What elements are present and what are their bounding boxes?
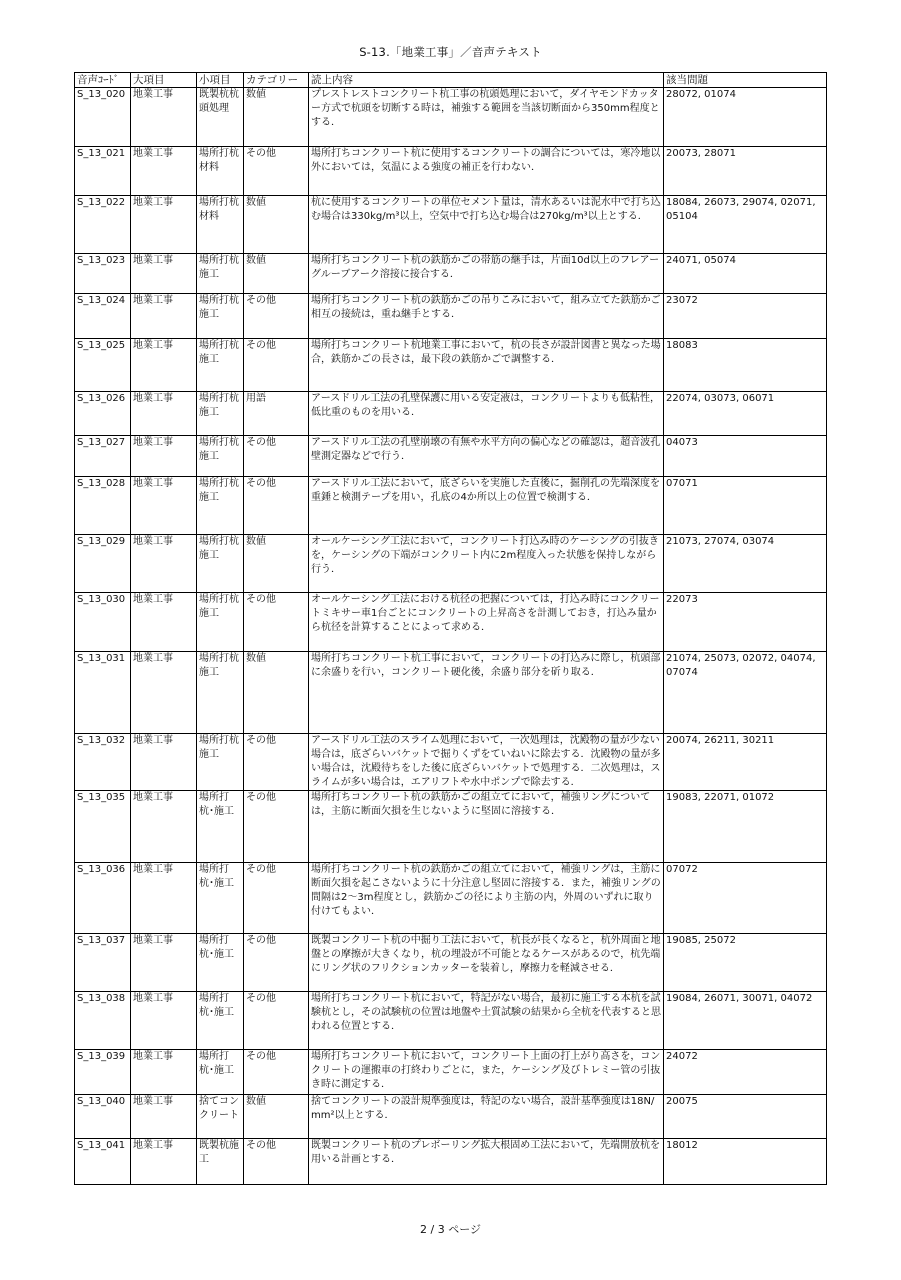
row-related: 18083 — [664, 339, 827, 392]
table-row — [75, 392, 827, 436]
table-row — [75, 477, 827, 535]
row-minor: 場所打杭材料 — [197, 196, 244, 254]
row-major: 地業工事 — [131, 934, 197, 992]
row-minor: 場所打杭施工 — [197, 477, 244, 535]
row-code: S_13_025 — [75, 339, 131, 392]
row-major: 地業工事 — [131, 791, 197, 863]
row-major: 地業工事 — [131, 147, 197, 196]
row-minor: 場所打杭･施工 — [197, 791, 244, 863]
row-major: 地業工事 — [131, 863, 197, 934]
row-category: その他 — [244, 734, 309, 791]
row-category: 数値 — [244, 652, 309, 734]
row-major: 地業工事 — [131, 593, 197, 652]
table-row — [75, 1095, 827, 1139]
table-row — [75, 88, 827, 147]
row-text: 既製コンクリート杭の中掘り工法において，杭長が長くなると，杭外周面と地盤との摩擦が大きくなり，杭の埋設が不可能となるケースがあるので，杭先端にリング状のフリクションカッターを装着し，摩擦力を軽減させる． — [309, 934, 664, 992]
row-major: 地業工事 — [131, 1095, 197, 1139]
row-category: その他 — [244, 791, 309, 863]
row-major: 地業工事 — [131, 339, 197, 392]
row-text: 場所打ちコンクリート杭において，特記がない場合，最初に施工する本杭を試験杭とし，その試験杭の位置は地盤や土質試験の結果から全杭を代表すると思われる位置とする． — [309, 992, 664, 1050]
row-minor: 場所打杭施工 — [197, 436, 244, 477]
table-row — [75, 934, 827, 992]
row-related: 20075 — [664, 1095, 827, 1139]
row-text: アースドリル工法のスライム処理において，一次処理は，沈殿物の量が少ない場合は，底ざらいバケットで掘りくずをていねいに除去する．沈殿物の量が多い場合は，沈殿待ちをした後に底ざらいバケットで処理する．二次処理は，スライムが多い場合は，エアリフトや水中ポンプで除去する． — [309, 734, 664, 791]
row-code: S_13_024 — [75, 294, 131, 339]
table-row — [75, 992, 827, 1050]
row-text: アースドリル工法の孔壁保護に用いる安定液は，コンクリートよりも低粘性，低比重のものを用いる． — [309, 392, 664, 436]
row-text: 場所打ちコンクリート杭工事において，コンクリートの打込みに際し，杭頭部に余盛りを行い，コンクリート硬化後，余盛り部分を斫り取る． — [309, 652, 664, 734]
row-code: S_13_023 — [75, 254, 131, 294]
row-minor: 場所打杭･施工 — [197, 863, 244, 934]
row-major: 地業工事 — [131, 992, 197, 1050]
row-related: 23072 — [664, 294, 827, 339]
row-code: S_13_028 — [75, 477, 131, 535]
row-code: S_13_040 — [75, 1095, 131, 1139]
header-category: カテゴリー — [244, 73, 309, 88]
table-row — [75, 535, 827, 593]
row-code: S_13_039 — [75, 1050, 131, 1095]
table-row — [75, 1050, 827, 1095]
row-minor: 既製杭施工 — [197, 1139, 244, 1185]
row-text: 場所打ちコンクリート杭地業工事において，杭の長さが設計図書と異なった場合，鉄筋かごの長さは，最下段の鉄筋かごで調整する． — [309, 339, 664, 392]
row-code: S_13_038 — [75, 992, 131, 1050]
table-row — [75, 734, 827, 791]
row-category: その他 — [244, 477, 309, 535]
row-minor: 場所打杭施工 — [197, 254, 244, 294]
row-minor: 場所打杭施工 — [197, 652, 244, 734]
row-code: S_13_027 — [75, 436, 131, 477]
header-code: 音声ｺｰﾄﾞ — [75, 73, 131, 88]
question-table — [74, 72, 827, 1185]
row-minor: 場所打杭施工 — [197, 392, 244, 436]
row-category: その他 — [244, 992, 309, 1050]
header-row — [75, 73, 827, 88]
table-row — [75, 436, 827, 477]
row-related: 07071 — [664, 477, 827, 535]
header-major: 大項目 — [131, 73, 197, 88]
row-major: 地業工事 — [131, 535, 197, 593]
row-code: S_13_020 — [75, 88, 131, 147]
row-text: 場所打ちコンクリート杭に使用するコンクリートの調合については，寒冷地以外においては，気温による強度の補正を行わない． — [309, 147, 664, 196]
row-category: その他 — [244, 1139, 309, 1185]
row-minor: 場所打杭施工 — [197, 593, 244, 652]
row-category: 用語 — [244, 392, 309, 436]
row-related: 19083, 22071, 01072 — [664, 791, 827, 863]
row-code: S_13_037 — [75, 934, 131, 992]
row-category: 数値 — [244, 535, 309, 593]
table-body — [75, 88, 827, 1185]
row-related: 28072, 01074 — [664, 88, 827, 147]
row-related: 21074, 25073, 02072, 04074, 07074 — [664, 652, 827, 734]
row-code: S_13_021 — [75, 147, 131, 196]
table-row — [75, 652, 827, 734]
row-major: 地業工事 — [131, 88, 197, 147]
row-category: 数値 — [244, 88, 309, 147]
row-text: オールケーシング工法において，コンクリート打込み時のケーシングの引抜きを，ケーシングの下端がコンクリート内に2m程度入った状態を保持しながら行う． — [309, 535, 664, 593]
row-text: プレストレストコンクリート杭工事の杭頭処理において，ダイヤモンドカッター方式で杭頭を切断する時は，補強する範囲を当該切断面から350mm程度とする． — [309, 88, 664, 147]
row-minor: 場所打杭施工 — [197, 535, 244, 593]
row-minor: 場所打杭･施工 — [197, 1050, 244, 1095]
row-related: 20073, 28071 — [664, 147, 827, 196]
row-minor: 場所打杭施工 — [197, 294, 244, 339]
row-code: S_13_036 — [75, 863, 131, 934]
row-text: 杭に使用するコンクリートの単位セメント量は，清水あるいは泥水中で打ち込む場合は330kg/m³以上，空気中で打ち込む場合は270kg/m³以上とする． — [309, 196, 664, 254]
table-row — [75, 339, 827, 392]
row-related: 24071, 05074 — [664, 254, 827, 294]
row-minor: 場所打杭材料 — [197, 147, 244, 196]
row-related: 18012 — [664, 1139, 827, 1185]
row-major: 地業工事 — [131, 1139, 197, 1185]
row-text: アースドリル工法の孔壁崩壊の有無や水平方向の偏心などの確認は，超音波孔壁測定器などで行う． — [309, 436, 664, 477]
row-major: 地業工事 — [131, 734, 197, 791]
table-row — [75, 294, 827, 339]
row-minor: 場所打杭･施工 — [197, 934, 244, 992]
row-text: 既製コンクリート杭のプレボーリング拡大根固め工法において，先端開放杭を用いる計画とする． — [309, 1139, 664, 1185]
row-category: 数値 — [244, 1095, 309, 1139]
row-category: その他 — [244, 147, 309, 196]
row-code: S_13_030 — [75, 593, 131, 652]
row-category: その他 — [244, 934, 309, 992]
row-major: 地業工事 — [131, 254, 197, 294]
table-row — [75, 863, 827, 934]
row-related: 22074, 03073, 06071 — [664, 392, 827, 436]
page-number: 2 / 3 ページ — [420, 1223, 481, 1236]
header-related: 該当問題 — [664, 73, 827, 88]
row-code: S_13_041 — [75, 1139, 131, 1185]
row-code: S_13_029 — [75, 535, 131, 593]
row-text: アースドリル工法において，底ざらいを実施した直後に，掘削孔の先端深度を重錘と検測テープを用い，孔底の4か所以上の位置で検測する． — [309, 477, 664, 535]
row-major: 地業工事 — [131, 294, 197, 339]
row-related: 04073 — [664, 436, 827, 477]
header-text: 読上内容 — [309, 73, 664, 88]
row-code: S_13_035 — [75, 791, 131, 863]
row-minor: 場所打杭施工 — [197, 734, 244, 791]
page-title: S-13.「地業工事」／音声テキスト — [359, 45, 542, 59]
row-major: 地業工事 — [131, 392, 197, 436]
row-category: その他 — [244, 863, 309, 934]
row-minor: 既製杭杭頭処理 — [197, 88, 244, 147]
row-category: 数値 — [244, 254, 309, 294]
row-related: 18084, 26073, 29074, 02071, 05104 — [664, 196, 827, 254]
row-category: その他 — [244, 339, 309, 392]
row-category: 数値 — [244, 196, 309, 254]
row-related: 21073, 27074, 03074 — [664, 535, 827, 593]
row-text: 場所打ちコンクリート杭において，コンクリート上面の打上がり高さを，コンクリートの運搬車の打終わりごとに，また，ケーシング及びトレミー管の引抜き時に測定する． — [309, 1050, 664, 1095]
row-text: 場所打ちコンクリート杭の鉄筋かごの帯筋の継手は，片面10d以上のフレアーグルーブアーク溶接に接合する． — [309, 254, 664, 294]
table-row — [75, 593, 827, 652]
row-minor: 捨てコンクリート — [197, 1095, 244, 1139]
row-text: 場所打ちコンクリート杭の鉄筋かごの組立てにおいて，補強リングは，主筋に断面欠損を起こさないように十分注意し堅固に溶接する．また，補強リングの間隔は2～3m程度とし，鉄筋かごの径により主筋の内，外周のいずれに取り付けてもよい． — [309, 863, 664, 934]
row-minor: 場所打杭･施工 — [197, 992, 244, 1050]
row-text: 場所打ちコンクリート杭の鉄筋かごの吊りこみにおいて，組み立てた鉄筋かご相互の接続は，重ね継手とする． — [309, 294, 664, 339]
table-row — [75, 254, 827, 294]
row-related: 20074, 26211, 30211 — [664, 734, 827, 791]
row-code: S_13_026 — [75, 392, 131, 436]
row-category: その他 — [244, 294, 309, 339]
row-code: S_13_031 — [75, 652, 131, 734]
row-major: 地業工事 — [131, 196, 197, 254]
row-code: S_13_022 — [75, 196, 131, 254]
row-related: 07072 — [664, 863, 827, 934]
table-row — [75, 147, 827, 196]
row-related: 19084, 26071, 30071, 04072 — [664, 992, 827, 1050]
header-minor: 小項目 — [197, 73, 244, 88]
row-category: その他 — [244, 593, 309, 652]
row-code: S_13_032 — [75, 734, 131, 791]
row-major: 地業工事 — [131, 1050, 197, 1095]
row-major: 地業工事 — [131, 652, 197, 734]
row-related: 19085, 25072 — [664, 934, 827, 992]
table-row — [75, 1139, 827, 1185]
row-category: その他 — [244, 436, 309, 477]
row-major: 地業工事 — [131, 477, 197, 535]
row-text: 捨てコンクリートの設計規準強度は，特記のない場合，設計基準強度は18N/mm²以上とする． — [309, 1095, 664, 1139]
row-major: 地業工事 — [131, 436, 197, 477]
table-row — [75, 196, 827, 254]
row-related: 24072 — [664, 1050, 827, 1095]
row-text: オールケーシング工法における杭径の把握については，打込み時にコンクリートミキサー車1台ごとにコンクリートの上昇高さを計測しておき，打込み量から杭径を計算することによって求める． — [309, 593, 664, 652]
row-category: その他 — [244, 1050, 309, 1095]
row-text: 場所打ちコンクリート杭の鉄筋かごの組立てにおいて，補強リングについては，主筋に断面欠損を生じないように堅固に溶接する． — [309, 791, 664, 863]
table-row — [75, 791, 827, 863]
row-related: 22073 — [664, 593, 827, 652]
row-minor: 場所打杭施工 — [197, 339, 244, 392]
